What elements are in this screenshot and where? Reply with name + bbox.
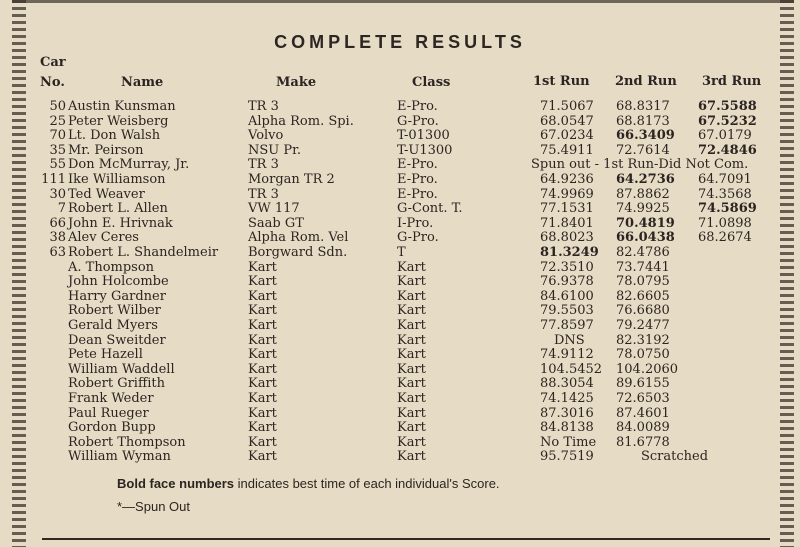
run2-time: 81.6778 [616, 434, 670, 450]
run1-time: 88.3054 [540, 376, 594, 392]
table-row [0, 143, 800, 158]
table-row [0, 245, 800, 260]
run3-time: 67.5232 [698, 113, 757, 129]
run1-time: 75.4911 [540, 142, 594, 158]
run3-time: 74.5869 [698, 201, 757, 217]
run2-time: 73.7441 [616, 259, 670, 275]
driver-name: Robert Thompson [68, 434, 186, 450]
car-make: Morgan TR 2 [248, 172, 335, 187]
table-row [0, 449, 800, 464]
run1-time: 74.1425 [540, 391, 594, 406]
run2-time: 68.8173 [616, 113, 670, 129]
run2-time: 64.2736 [616, 172, 675, 187]
car-make: Volvo [248, 128, 284, 144]
car-number: 30 [49, 186, 66, 202]
run1-time: 67.0234 [540, 128, 594, 144]
table-row [0, 391, 800, 406]
header-make: Make [276, 75, 317, 90]
car-make: TR 3 [248, 157, 279, 173]
run1-time: 71.8401 [540, 215, 594, 231]
car-class: Kart [397, 376, 426, 392]
run1-time: 79.5503 [540, 303, 594, 319]
bottom-rule [42, 538, 770, 540]
page-top-border [12, 0, 794, 3]
driver-name: Don McMurray, Jr. [68, 157, 190, 173]
driver-name: Peter Weisberg [68, 113, 169, 129]
driver-name: William Waddell [68, 361, 175, 377]
car-number: 50 [49, 99, 66, 114]
run1-time: 64.9236 [540, 172, 594, 187]
result-note: Spun out - 1st Run-Did Not Com. [531, 157, 749, 173]
car-class: E-Pro. [397, 157, 438, 173]
footnote [117, 476, 500, 491]
run1-time: 87.3016 [540, 405, 594, 421]
run2-time: 68.8317 [616, 99, 670, 114]
car-class: Kart [397, 303, 426, 319]
car-class: Kart [397, 347, 426, 363]
car-make: Kart [248, 332, 277, 348]
car-number: 7 [57, 201, 66, 217]
header-run3: 3rd Run [702, 74, 762, 89]
driver-name: Austin Kunsman [68, 99, 176, 114]
driver-name: Robert L. Allen [68, 201, 168, 217]
driver-name: John E. Hrivnak [68, 215, 173, 231]
car-make: Kart [248, 303, 277, 319]
run1-time: 77.8597 [540, 318, 594, 333]
header-run2: 2nd Run [615, 74, 677, 89]
table-row [0, 333, 800, 348]
car-make: Kart [248, 376, 277, 392]
run1-time: 68.0547 [540, 113, 594, 129]
run3-time: 64.7091 [698, 172, 752, 187]
spun-out-note: *—Spun Out [117, 499, 190, 514]
car-class: T [397, 245, 406, 260]
table-row [0, 362, 800, 377]
car-number: 66 [49, 215, 66, 231]
car-make: Borgward Sdn. [248, 245, 348, 260]
run2-time: 72.7614 [616, 142, 670, 158]
table-row [0, 303, 800, 318]
car-make: Alpha Rom. Spi. [248, 113, 354, 129]
table-row [0, 347, 800, 362]
run1-time: 72.3510 [540, 259, 594, 275]
driver-name: Gerald Myers [68, 318, 158, 333]
run2-time: 78.0795 [616, 274, 670, 290]
car-class: E-Pro. [397, 99, 438, 114]
driver-name: John Holcombe [68, 274, 169, 290]
table-row [0, 172, 800, 187]
driver-name: A. Thompson [68, 259, 155, 275]
car-class: Kart [397, 405, 426, 421]
car-number: 35 [49, 142, 66, 158]
driver-name: Paul Rueger [68, 405, 149, 421]
run2-time: 82.3192 [616, 332, 670, 348]
car-make: Alpha Rom. Vel [248, 230, 349, 246]
car-class: Kart [397, 434, 426, 450]
run2-time: 84.0089 [616, 420, 670, 436]
run2-time: 87.8862 [616, 186, 670, 202]
table-row [0, 216, 800, 231]
car-class: Kart [397, 318, 426, 333]
run1-time: 76.9378 [540, 274, 594, 290]
driver-name: Gordon Bupp [68, 420, 156, 436]
car-make: VW 117 [248, 201, 300, 217]
car-class: G-Cont. T. [397, 201, 463, 217]
car-class: I-Pro. [397, 215, 434, 231]
driver-name: Robert Wilber [68, 303, 161, 319]
driver-name: Ted Weaver [68, 186, 145, 202]
driver-name: Robert Griffith [68, 376, 165, 392]
driver-name: Harry Gardner [68, 288, 166, 304]
car-make: Kart [248, 405, 277, 421]
run1-time: 71.5067 [540, 99, 594, 114]
car-make: Kart [248, 288, 277, 304]
car-make: Kart [248, 391, 277, 406]
run1-time: 95.7519 [540, 449, 594, 465]
run2-time: 87.4601 [616, 405, 670, 421]
car-class: Kart [397, 332, 426, 348]
run1-time: 81.3249 [540, 245, 599, 260]
table-row [0, 201, 800, 216]
table-row [0, 230, 800, 245]
car-class: G-Pro. [397, 230, 439, 246]
car-class: Kart [397, 259, 426, 275]
run2-time: 104.2060 [616, 361, 679, 377]
car-class: Kart [397, 449, 426, 465]
page-title: COMPLETE RESULTS [274, 32, 526, 52]
table-row [0, 289, 800, 304]
table-row [0, 274, 800, 289]
run3-time: 67.0179 [698, 128, 752, 144]
run2-time: 72.6503 [616, 391, 670, 406]
run1-time: 74.9969 [540, 186, 594, 202]
run2-time: Scratched [641, 449, 709, 465]
car-class: T-U1300 [397, 142, 453, 158]
footnote-text: indicates best time of each individual's Score. [234, 476, 500, 491]
table-row [0, 376, 800, 391]
car-class: T-01300 [397, 128, 450, 144]
run3-time: 74.3568 [698, 186, 752, 202]
run3-time: 68.2674 [698, 230, 752, 246]
run3-time: 72.4846 [698, 142, 757, 158]
car-class: E-Pro. [397, 172, 438, 187]
header-no: No. [40, 75, 65, 90]
driver-name: Pete Hazell [68, 347, 143, 363]
car-class: Kart [397, 361, 426, 377]
run1-time: No Time [540, 434, 597, 450]
run1-time: 74.9112 [540, 347, 594, 363]
table-row [0, 157, 800, 172]
run3-time: 71.0898 [698, 215, 752, 231]
car-make: TR 3 [248, 99, 279, 114]
run2-time: 89.6155 [616, 376, 670, 392]
table-row [0, 406, 800, 421]
run1-time: DNS [554, 332, 585, 348]
header-name: Name [121, 75, 164, 90]
car-make: Kart [248, 420, 277, 436]
run2-time: 74.9925 [616, 201, 670, 217]
run2-time: 76.6680 [616, 303, 670, 319]
run1-time: 68.8023 [540, 230, 594, 246]
car-make: Kart [248, 449, 277, 465]
run2-time: 70.4819 [616, 215, 675, 231]
table-row [0, 128, 800, 143]
run1-time: 84.8138 [540, 420, 594, 436]
driver-name: Lt. Don Walsh [68, 128, 161, 144]
car-make: Kart [248, 274, 277, 290]
table-row [0, 435, 800, 450]
table-row [0, 114, 800, 129]
car-make: TR 3 [248, 186, 279, 202]
car-class: E-Pro. [397, 186, 438, 202]
footnote-bold: Bold face numbers [117, 476, 235, 491]
driver-name: Mr. Peirson [68, 142, 144, 158]
run3-time: 67.5588 [698, 99, 757, 114]
car-number: 111 [41, 172, 66, 187]
driver-name: Alev Ceres [68, 230, 139, 246]
run1-time: 84.6100 [540, 288, 594, 304]
car-class: Kart [397, 274, 426, 290]
car-number: 55 [49, 157, 66, 173]
car-number: 63 [49, 245, 66, 260]
header-run1: 1st Run [533, 74, 590, 89]
car-class: Kart [397, 288, 426, 304]
table-row [0, 260, 800, 275]
header-car: Car [40, 55, 66, 70]
run2-time: 66.0438 [616, 230, 675, 246]
car-make: Kart [248, 318, 277, 333]
car-class: G-Pro. [397, 113, 439, 129]
car-make: Kart [248, 434, 277, 450]
car-class: Kart [397, 391, 426, 406]
car-make: Kart [248, 259, 277, 275]
table-row [0, 187, 800, 202]
car-number: 38 [49, 230, 66, 246]
driver-name: Dean Sweitder [68, 332, 166, 348]
run1-time: 104.5452 [540, 361, 603, 377]
car-number: 25 [49, 113, 66, 129]
car-make: Saab GT [248, 215, 304, 231]
driver-name: Ike Williamson [68, 172, 166, 187]
car-class: Kart [397, 420, 426, 436]
driver-name: William Wyman [68, 449, 171, 465]
run1-time: 77.1531 [540, 201, 594, 217]
run2-time: 66.3409 [616, 128, 675, 144]
table-row [0, 420, 800, 435]
car-make: NSU Pr. [248, 142, 302, 158]
run2-time: 78.0750 [616, 347, 670, 363]
run2-time: 82.6605 [616, 288, 670, 304]
driver-name: Robert L. Shandelmeir [68, 245, 219, 260]
run2-time: 82.4786 [616, 245, 670, 260]
header-class: Class [412, 75, 451, 90]
table-row [0, 318, 800, 333]
car-make: Kart [248, 361, 277, 377]
run2-time: 79.2477 [616, 318, 670, 333]
car-make: Kart [248, 347, 277, 363]
car-number: 70 [49, 128, 66, 144]
table-row [0, 99, 800, 114]
driver-name: Frank Weder [68, 391, 154, 406]
